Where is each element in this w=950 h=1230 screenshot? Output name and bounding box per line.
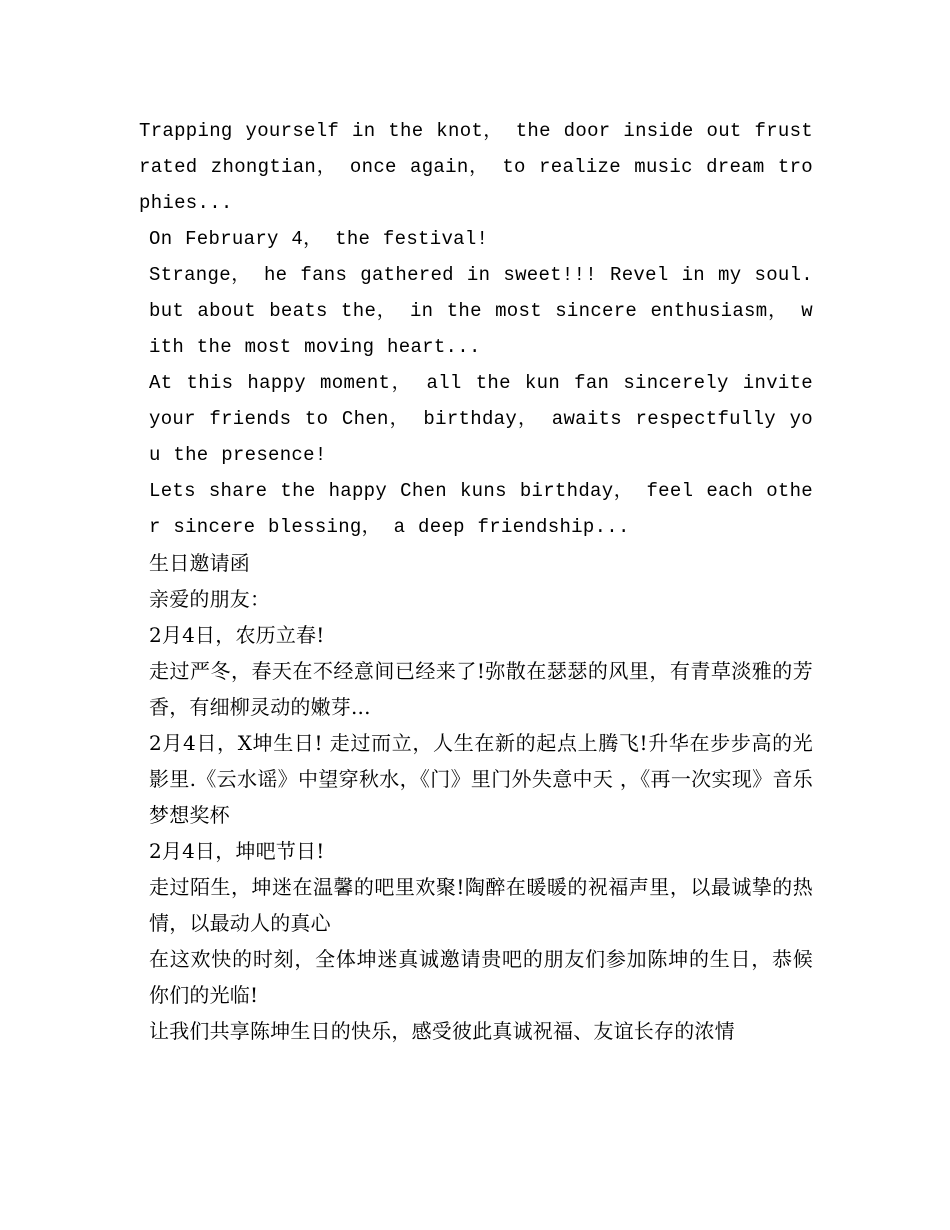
paragraph-zh-2: 走过严冬，春天在不经意间已经来了!弥散在瑟瑟的风里，有青草淡雅的芳香，有细柳灵动的嫩芽... [149, 659, 813, 719]
paragraph-zh-6: 在这欢快的时刻，全体坤迷真诚邀请贵吧的朋友们参加陈坤的生日，恭候你们的光临! [149, 947, 813, 1007]
invitation-title: 生日邀请函 [149, 551, 250, 575]
paragraph-zh-3: 2月4日，X坤生日! 走过而立，人生在新的起点上腾飞!升华在步步高的光影里.《云水谣》中望穿秋水，《门》里门外失意中天 ，《再一次实现》音乐梦想奖杯 [149, 731, 813, 827]
paragraph-en-3: Strange， he fans gathered in sweet!!! Revel in my soul.but about beats the， in the most sincere enthusiasm， with the most moving heart... [149, 264, 813, 358]
document-page [139, 113, 813, 1049]
paragraph-zh-4: 2月4日，坤吧节日! [149, 839, 325, 863]
paragraph-en-1: Trapping yourself in the knot， the door inside out frustrated zhongtian， once again， to realize music dream trophies... [139, 120, 813, 214]
paragraph-en-5: Lets share the happy Chen kuns birthday， feel each other sincere blessing， a deep friendship... [149, 480, 813, 538]
paragraph-en-2: On February 4， the festival! [149, 228, 489, 250]
paragraph-zh-1: 2月4日，农历立春! [149, 623, 325, 647]
salutation: 亲爱的朋友： [149, 587, 271, 611]
paragraph-zh-7: 让我们共享陈坤生日的快乐，感受彼此真诚祝福、友谊长存的浓情 [149, 1019, 735, 1043]
paragraph-zh-5: 走过陌生，坤迷在温馨的吧里欢聚!陶醉在暖暖的祝福声里，以最诚挚的热情，以最动人的真心 [149, 875, 813, 935]
paragraph-en-4: At this happy moment， all the kun fan sincerely invite your friends to Chen， birthday， awaits respectfully you the presence! [149, 372, 813, 466]
